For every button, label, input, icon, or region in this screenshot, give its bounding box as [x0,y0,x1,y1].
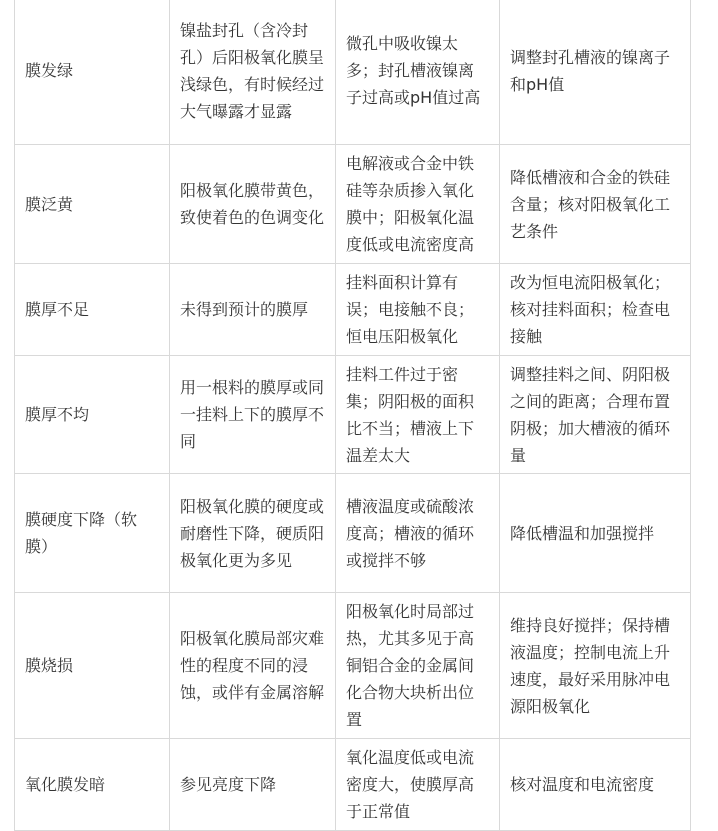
defect-name-cell: 膜厚不足 [15,264,170,356]
table-row [15,145,691,264]
description-cell: 未得到预计的膜厚 [170,264,336,356]
defect-name-cell: 膜硬度下降（软膜） [15,474,170,593]
cause-cell: 电解液或合金中铁硅等杂质掺入氧化膜中；阳极氧化温度低或电流密度高 [336,145,500,264]
table-row [15,264,691,356]
table-row [15,739,691,831]
remedy-cell: 降低槽液和合金的铁硅含量；核对阳极氧化工艺条件 [500,145,691,264]
defect-name-cell: 膜烧损 [15,593,170,739]
defect-table [14,0,691,831]
cause-cell: 槽液温度或硫酸浓度高；槽液的循环或搅拌不够 [336,474,500,593]
description-cell: 阳极氧化膜带黄色，致使着色的色调变化 [170,145,336,264]
defect-name-cell: 膜泛黄 [15,145,170,264]
description-cell: 参见亮度下降 [170,739,336,831]
table-row [15,0,691,145]
remedy-cell: 降低槽温和加强搅拌 [500,474,691,593]
defect-name-cell: 氧化膜发暗 [15,739,170,831]
description-cell: 阳极氧化膜的硬度或耐磨性下降，硬质阳极氧化更为多见 [170,474,336,593]
cause-cell: 氧化温度低或电流密度大，使膜厚高于正常值 [336,739,500,831]
remedy-cell: 核对温度和电流密度 [500,739,691,831]
cause-cell: 阳极氧化时局部过热，尤其多见于高铜铝合金的金属间化合物大块析出位置 [336,593,500,739]
remedy-cell: 调整挂料之间、阴阳极之间的距离；合理布置阴极；加大槽液的循环量 [500,356,691,474]
defect-table-wrapper [14,0,690,831]
description-cell: 镍盐封孔（含冷封孔）后阳极氧化膜呈浅绿色，有时候经过大气曝露才显露 [170,0,336,145]
table-row [15,593,691,739]
table-row [15,356,691,474]
description-cell: 用一根料的膜厚或同一挂料上下的膜厚不同 [170,356,336,474]
description-cell: 阳极氧化膜局部灾难性的程度不同的浸蚀，或伴有金属溶解 [170,593,336,739]
cause-cell: 挂料面积计算有误；电接触不良；恒电压阳极氧化 [336,264,500,356]
remedy-cell: 改为恒电流阳极氧化；核对挂料面积；检查电接触 [500,264,691,356]
cause-cell: 挂料工件过于密集；阴阳极的面积比不当；槽液上下温差太大 [336,356,500,474]
remedy-cell: 调整封孔槽液的镍离子和pH值 [500,0,691,145]
table-row [15,474,691,593]
defect-name-cell: 膜厚不均 [15,356,170,474]
cause-cell: 微孔中吸收镍太多；封孔槽液镍离子过高或pH值过高 [336,0,500,145]
defect-name-cell: 膜发绿 [15,0,170,145]
remedy-cell: 维持良好搅拌；保持槽液温度；控制电流上升速度，最好采用脉冲电源阳极氧化 [500,593,691,739]
